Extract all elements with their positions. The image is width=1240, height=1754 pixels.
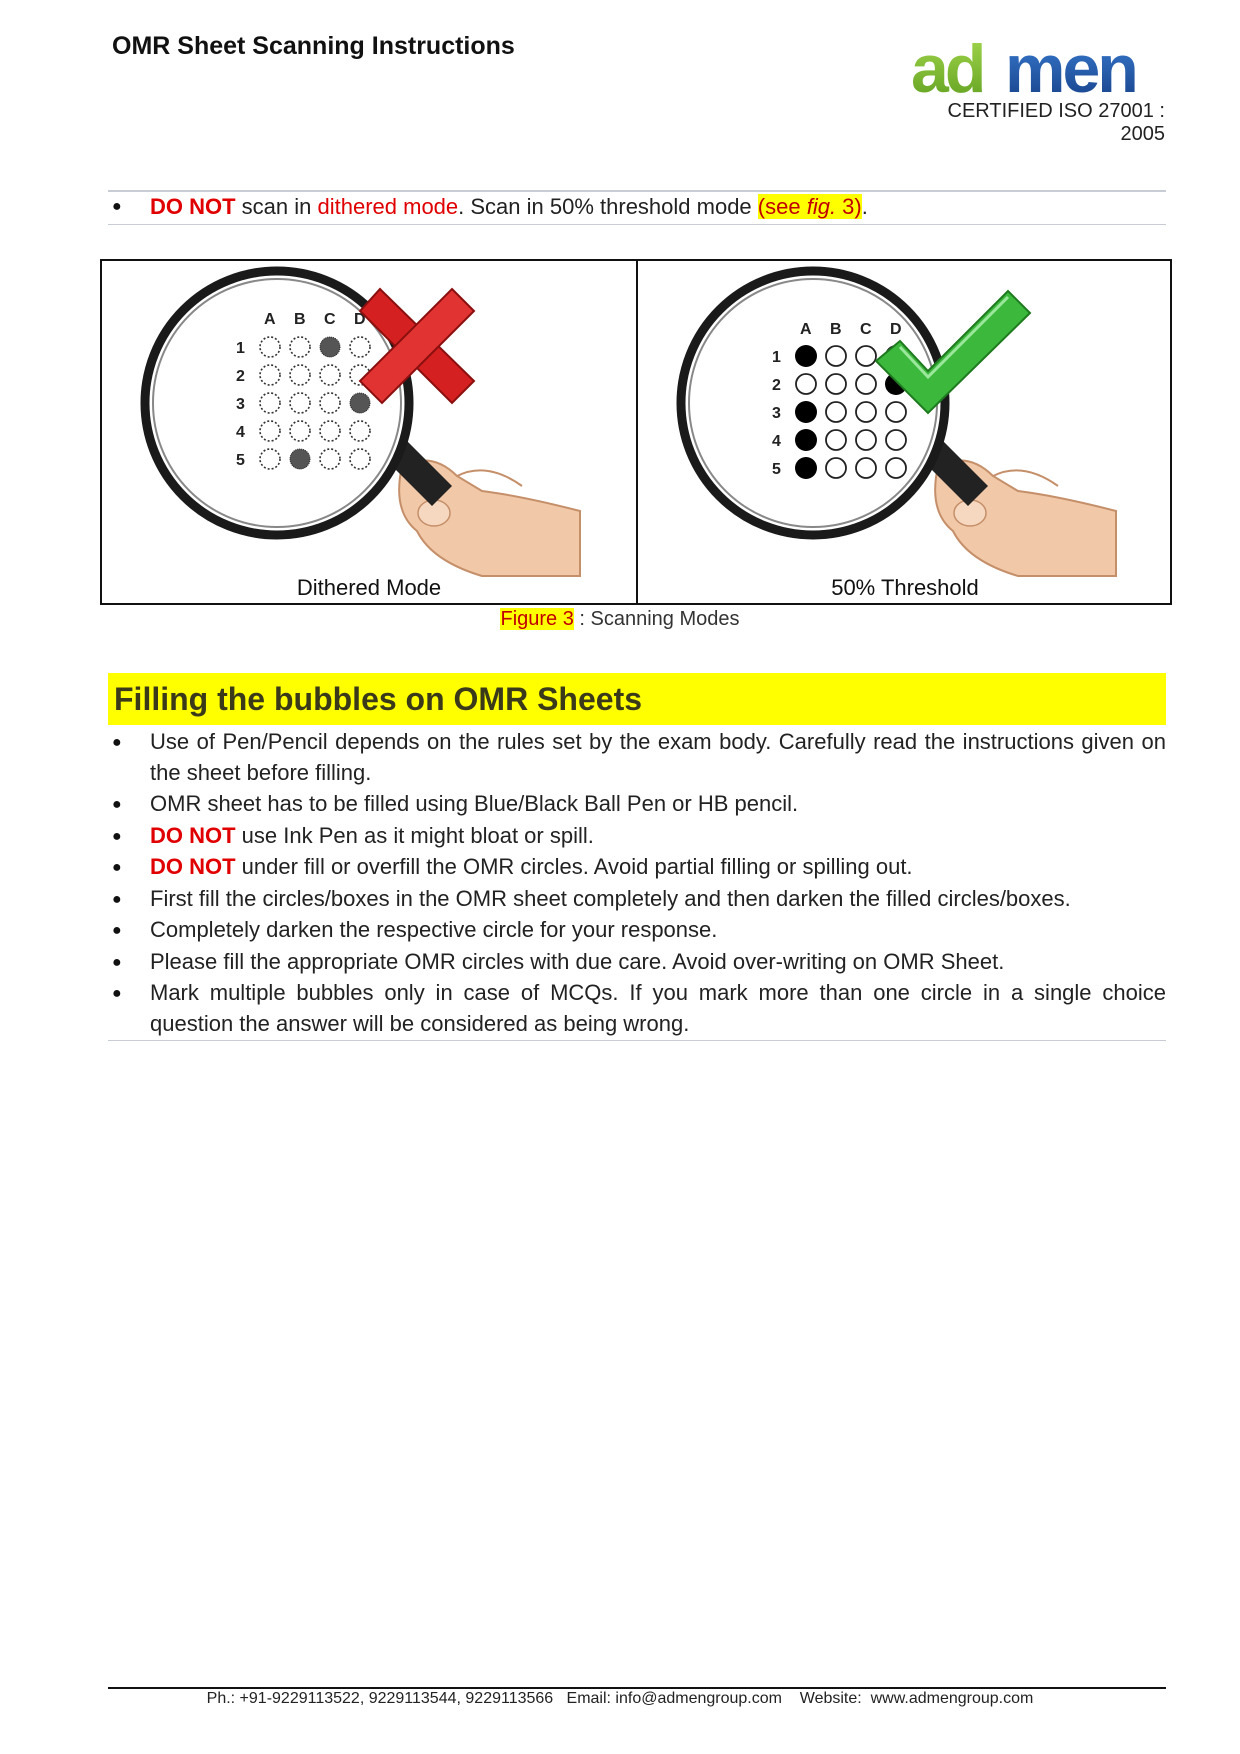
row-label-4: 4 (236, 424, 245, 441)
item-text: First fill the circles/boxes in the OMR sheet completely and then darken the filled circles/boxes. (150, 885, 1071, 911)
do-not-label: DO NOT (150, 194, 236, 219)
dithered-magnifier-illustration (102, 261, 636, 607)
list-item (108, 978, 1166, 1039)
bullet-icon: ● (112, 922, 122, 939)
col-label-d: D (890, 321, 902, 338)
admen-logo (905, 30, 1165, 102)
bullet-icon: ● (112, 985, 122, 1002)
dithered-mode-caption: Dithered Mode (296, 575, 442, 600)
item-prefix: DO NOT (150, 822, 236, 848)
item-text: OMR sheet has to be filled using Blue/Black Ball Pen or HB pencil. (150, 791, 799, 816)
item-text: Use of Pen/Pencil depends on the rules set by the exam body. Carefully read the instructions given on the sheet before filling. (150, 729, 1166, 785)
col-label-c: C (324, 311, 336, 328)
list-item (108, 789, 1166, 820)
row-label-5: 5 (236, 452, 245, 469)
scan-mode-text (150, 191, 1166, 222)
scanning-modes-figure (100, 259, 1172, 605)
footer-rule (108, 1687, 1166, 1689)
dithered-mode-panel (102, 261, 636, 603)
fig-reference (758, 194, 862, 219)
figure-caption-text: : Scanning Modes (573, 608, 740, 630)
bullet-icon: ● (112, 734, 122, 751)
list-item (108, 852, 1166, 883)
list-item (108, 915, 1166, 946)
logo-graphic (905, 30, 1165, 102)
col-label-b: B (830, 321, 842, 338)
list-item (108, 947, 1166, 978)
row-label-5: 5 (772, 461, 781, 478)
dithered-mode-text: dithered mode (317, 194, 459, 219)
footer-contact: Ph.: +91-9229113522, 9229113544, 9229113566 Email: info@admengroup.com Website: www.admengroup.com (206, 1690, 1034, 1707)
row-label-1: 1 (772, 349, 781, 366)
scan-mode-note (108, 191, 1166, 222)
col-label-c: C (860, 321, 872, 338)
figure-label: Figure 3 (500, 608, 574, 630)
col-label-a: A (800, 321, 812, 338)
list-item (108, 727, 1166, 788)
row-label-3: 3 (772, 405, 781, 422)
fig-number: 3) (836, 194, 862, 219)
threshold-magnifier-illustration (638, 261, 1172, 607)
row-label-2: 2 (772, 377, 781, 394)
see-text: (see (757, 194, 807, 219)
item-text: Completely darken the respective circle for your response. (150, 917, 718, 942)
bullet-icon: ● (112, 827, 122, 845)
bullet-icon: ● (112, 198, 122, 215)
svg-text:ad: ad (911, 31, 983, 102)
scan-text-2: . Scan in 50% threshold mode (458, 194, 758, 219)
list-item (108, 821, 1166, 852)
bullet-icon: ● (112, 859, 122, 876)
threshold-mode-caption: 50% Threshold (831, 575, 979, 600)
row-label-4: 4 (772, 433, 781, 450)
document-title: OMR Sheet Scanning Instructions (112, 32, 515, 60)
col-label-b: B (294, 311, 306, 328)
item-text: under fill or overfill the OMR circles. Avoid partial filling or spilling out. (235, 854, 913, 879)
fig-text: fig. (806, 194, 837, 219)
figure-caption (0, 608, 1240, 631)
col-label-d: D (354, 311, 366, 328)
rule-bottom (108, 224, 1166, 225)
scan-text-1: scan in (235, 194, 318, 219)
section-heading: Filling the bubbles on OMR Sheets (108, 673, 1166, 725)
item-text: Mark multiple bubbles only in case of MCQs. If you mark more than one circle in a single choice question the answer will be considered as being wrong. (150, 980, 1166, 1036)
bullet-icon: ● (112, 890, 122, 908)
item-text: Please fill the appropriate OMR circles with due care. Avoid over-writing on OMR Sheet. (150, 948, 1005, 974)
bullet-icon: ● (112, 796, 122, 813)
col-label-a: A (264, 311, 276, 328)
filling-instructions-list (108, 727, 1166, 1040)
certification-text: CERTIFIED ISO 27001 : 2005 (947, 100, 1165, 145)
row-label-2: 2 (236, 368, 245, 385)
period: . (861, 194, 868, 219)
bullet-icon: ● (112, 953, 122, 971)
svg-text:men: men (1005, 31, 1136, 102)
item-text: use Ink Pen as it might bloat or spill. (235, 822, 594, 848)
section-end-rule (108, 1040, 1166, 1041)
threshold-mode-panel (638, 261, 1172, 603)
item-prefix: DO NOT (150, 854, 236, 879)
row-label-1: 1 (236, 340, 245, 357)
list-item (108, 884, 1166, 915)
row-label-3: 3 (236, 396, 245, 413)
